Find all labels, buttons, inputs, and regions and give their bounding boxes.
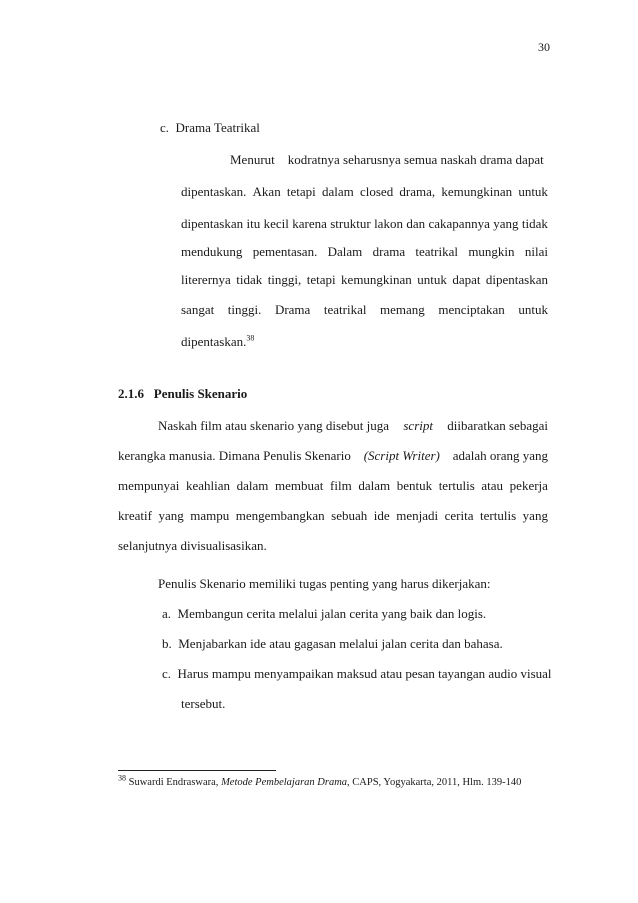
- list-marker: b.: [162, 636, 172, 651]
- list-item: [162, 636, 503, 652]
- footnote-title: Metode Pembelajaran Drama: [221, 777, 348, 788]
- list-item: [162, 666, 552, 682]
- paragraph-line: mempunyai keahlian dalam membuat film dalam bentuk tertulis atau pekerja: [118, 478, 548, 493]
- paragraph-line: sangat tinggi. Drama teatrikal memang menciptakan untuk: [181, 302, 548, 317]
- page-number: 30: [538, 40, 550, 54]
- list-item-text: Menjabarkan ide atau gagasan melalui jalan cerita dan bahasa.: [178, 636, 503, 651]
- footnote-citation: , CAPS, Yogyakarta, 2011, Hlm. 139-140: [347, 777, 522, 788]
- section-heading: [118, 386, 247, 402]
- footnote-divider: [118, 770, 276, 771]
- section-title: Penulis Skenario: [153, 386, 248, 401]
- list-item-text: Harus mampu menyampaikan maksud atau pesan tayangan audio visual: [177, 666, 552, 681]
- paragraph-line: dipentaskan itu kecil karena struktur lakon dan cakapannya yang tidak: [181, 216, 548, 231]
- footnote-author: Suwardi Endraswara,: [128, 777, 219, 788]
- paragraph-line: literernya tidak tinggi, tetapi kemungkinan untuk dapat dipentaskan: [181, 272, 548, 287]
- footnote-reference[interactable]: 38: [246, 333, 255, 343]
- list-marker: c.: [160, 120, 170, 135]
- subsection-title: Drama Teatrikal: [175, 120, 260, 135]
- paragraph-line: dipentaskan. Akan tetapi dalam closed drama, kemungkinan untuk: [181, 184, 548, 199]
- list-item-text: Membangun cerita melalui jalan cerita yang baik dan logis.: [177, 606, 487, 621]
- list-item: [162, 606, 486, 622]
- paragraph-line: kerangka manusia. Dimana Penulis Skenario (Script Writer) adalah orang yang: [118, 448, 548, 463]
- list-marker: a.: [162, 606, 172, 621]
- paragraph-line: Menurut kodratnya seharusnya semua naskah drama dapat: [230, 152, 544, 167]
- paragraph-line: Penulis Skenario memiliki tugas penting yang harus dikerjakan:: [158, 576, 491, 591]
- paragraph-line: mendukung pementasan. Dalam drama teatrikal mungkin nilai: [181, 244, 548, 259]
- list-item-continuation: tersebut.: [181, 696, 226, 711]
- footnote-number: 38: [118, 773, 126, 783]
- section-number: 2.1.6: [118, 386, 144, 401]
- subsection-heading: [160, 120, 260, 136]
- paragraph-line: kreatif yang mampu mengembangkan sebuah ide menjadi cerita tertulis yang: [118, 508, 548, 523]
- paragraph-line: selanjutnya divisualisasikan.: [118, 538, 267, 553]
- paragraph-line: Naskah film atau skenario yang disebut juga script diibaratkan sebagai: [158, 418, 548, 433]
- paragraph-line: dipentaskan.$^{38}$: [181, 333, 255, 349]
- list-marker: c.: [162, 666, 172, 681]
- footnote: [118, 773, 522, 790]
